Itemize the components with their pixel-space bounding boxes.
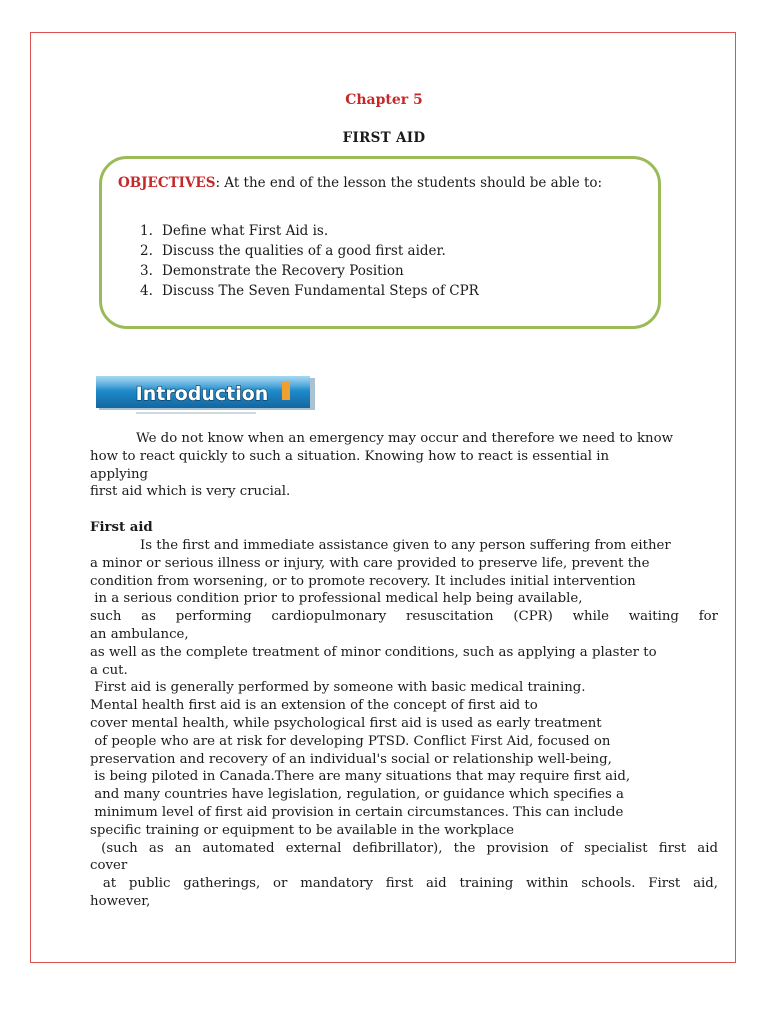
- objective-number: 3.: [140, 263, 153, 279]
- page-title: FIRST AID: [342, 130, 426, 146]
- paragraph-line: and many countries have legislation, regulation, or guidance which specifies a: [90, 787, 624, 803]
- objective-item: [140, 261, 479, 281]
- objective-item: [140, 241, 479, 261]
- objectives-label: OBJECTIVES: [118, 175, 216, 191]
- objectives-intro: [118, 173, 638, 193]
- paragraph-line: cover: [90, 858, 128, 874]
- objectives-intro-text: : At the end of the lesson the students should be able to:: [215, 175, 603, 191]
- objective-item: [140, 221, 479, 241]
- intro-line: We do not know when an emergency may occur and therefore we need to know: [136, 431, 673, 446]
- paragraph-line: at public gatherings, or mandatory first aid training within schools. First aid,: [90, 876, 718, 892]
- objective-number: 4.: [140, 283, 153, 299]
- paragraph-line: (such as an automated external defibrillator), the provision of specialist first aid: [90, 840, 718, 856]
- paragraph-line: of people who are at risk for developing PTSD. Conflict First Aid, focused on: [90, 733, 611, 749]
- paragraph-line: specific training or equipment to be available in the workplace: [90, 822, 515, 838]
- paragraph-line: minimum level of first aid provision in certain circumstances. This can include: [90, 804, 624, 820]
- objective-item: [140, 281, 479, 301]
- paragraph-line: Is the first and immediate assistance given to any person suffering from either: [140, 537, 671, 553]
- paragraph-line: such as performing cardiopulmonary resuscitation (CPR) while waiting for: [90, 609, 718, 625]
- objective-number: 1.: [140, 223, 153, 239]
- objective-text: Discuss The Seven Fundamental Steps of CPR: [162, 283, 479, 299]
- body-text: [90, 430, 718, 911]
- paragraph-line: condition from worsening, or to promote recovery. It includes initial intervention: [90, 573, 636, 589]
- objective-text: Discuss the qualities of a good first aider.: [162, 243, 446, 259]
- paragraph-line: as well as the complete treatment of minor conditions, such as applying a plaster to: [90, 644, 657, 660]
- paragraph-line: Mental health first aid is an extension of the concept of first aid to: [90, 698, 538, 714]
- paragraph-line: preservation and recovery of an individual's social or relationship well-being,: [90, 751, 612, 767]
- paragraph-line: a minor or serious illness or injury, with care provided to preserve life, prevent the: [90, 555, 650, 571]
- objective-text: Demonstrate the Recovery Position: [162, 263, 404, 279]
- intro-line: applying: [90, 466, 149, 482]
- paragraph-line: an ambulance,: [90, 626, 189, 642]
- section-heading-first-aid: First aid: [90, 520, 153, 536]
- paragraph-line: however,: [90, 893, 151, 909]
- introduction-banner: [96, 374, 318, 418]
- banner-text: Introduction: [135, 383, 269, 405]
- paragraph-line: in a serious condition prior to professional medical help being available,: [90, 591, 583, 607]
- paragraph-line: cover mental health, while psychological first aid is used as early treatment: [90, 715, 602, 731]
- intro-line: how to react quickly to such a situation. Knowing how to react is essential in: [90, 448, 610, 464]
- objectives-list: [140, 221, 479, 301]
- objective-text: Define what First Aid is.: [162, 223, 329, 239]
- paragraph-line: a cut.: [90, 662, 128, 678]
- paragraph-line: First aid is generally performed by someone with basic medical training.: [90, 680, 586, 696]
- intro-line: first aid which is very crucial.: [90, 484, 291, 500]
- objective-number: 2.: [140, 243, 153, 259]
- paragraph-line: is being piloted in Canada.There are many situations that may require first aid,: [90, 769, 631, 785]
- chapter-heading: Chapter 5: [345, 92, 423, 108]
